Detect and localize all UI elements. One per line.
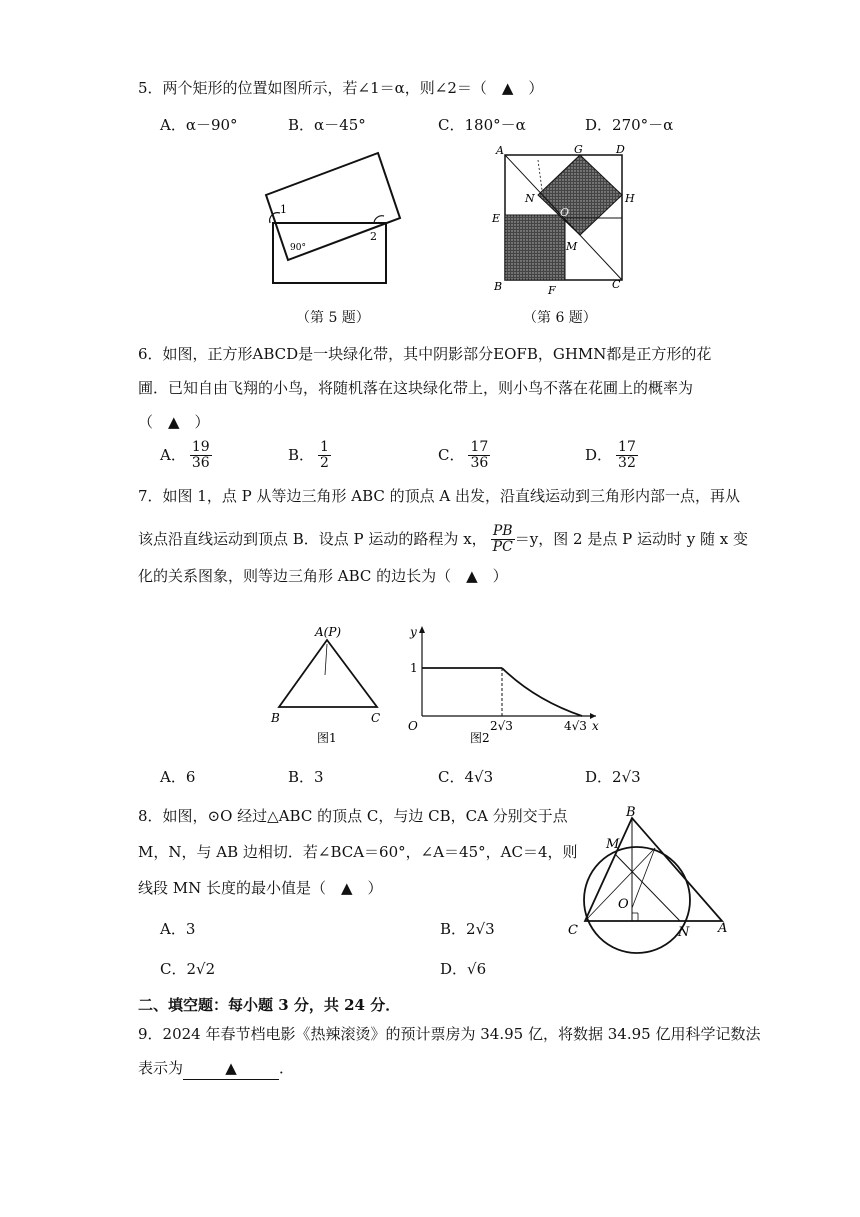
q8-label-a: A [718,921,728,936]
q7-fig1-caption: 图1 [317,731,337,745]
q7-option-a: A．6 [160,768,196,786]
q5-angle-1-label: 1 [280,203,287,216]
q5-stem: 5．两个矩形的位置如图所示，若∠1＝α，则∠2＝（ ▲ ） [138,79,544,97]
q6-label-d: D [616,143,625,156]
q6-label-b: B [494,280,503,293]
q7-axis-y: y [410,625,417,639]
q8-option-b: B．2√3 [440,920,495,938]
q7-origin: O [408,719,418,733]
q5-right-angle-note: 90° [290,243,306,253]
q6-line-3: （ ▲ ） [138,413,210,431]
q8-option-a: A．3 [160,920,196,938]
q8-line-3: 线段 MN 长度的最小值是（ ▲ ） [138,879,383,897]
q7-tick-4sqrt3: 4√3 [564,719,587,733]
q5-option-d: D．270°－α [585,116,674,134]
q5-option-a: A．α－90° [160,116,238,134]
q7-label-a: A(P) [315,625,342,639]
section-2-heading: 二、填空题：每小题 3 分，共 24 分． [138,996,401,1014]
q8-figure [560,805,740,970]
q6-label-h: H [625,192,635,205]
q6-label-a: A [496,144,504,157]
q6-line-1: 6．如图，正方形ABCD是一块绿化带，其中阴影部分EOFB，GHMN都是正方形的花 [138,345,712,363]
q5-angle-2-label: 2 [370,230,377,243]
q6-option-c: C． $\frac{17}{36}$ [438,439,489,472]
q5-option-c: C．180°－α [438,116,526,134]
q7-option-b: B．3 [288,768,324,786]
q9-answer-blank: ▲ [183,1058,279,1080]
q6-label-m: M [566,240,578,253]
q8-line-2: M，N，与 AB 边相切．若∠BCA＝60°，∠A＝45°，AC＝4，则 [138,843,578,861]
q5-figure [260,150,410,290]
q6-option-a: A． $\frac{19}{36}$ [160,439,210,472]
q7-option-d: D．2√3 [585,768,641,786]
q7-line-3: 化的关系图象，则等边三角形 ABC 的边长为（ ▲ ） [138,567,508,585]
q6-label-g: G [574,143,583,156]
q7-tick-1: 1 [410,661,418,675]
q7-figure-1 [265,620,395,750]
q8-label-o: O [618,897,629,912]
q7-line-1: 7．如图 1，点 P 从等边三角形 ABC 的顶点 A 出发，沿直线运动到三角形内部一点，再从 [138,487,741,505]
q6-label-n: N [525,192,535,205]
q9-line-1: 9．2024 年春节档电影《热辣滚烫》的预计票房为 34.95 亿，将数据 34.95 亿用科学记数法 [138,1025,761,1043]
q6-figure [490,140,640,300]
q7-label-b: B [271,711,280,725]
q7-line-2: 该点沿直线运动到顶点 B．设点 P 运动的路程为 x， $\frac{PB}{PC}$ ＝y，图 2 是点 P 运动时 y 随 x 变 [138,523,748,556]
q6-label-e: E [492,212,501,225]
q6-line-2: 圃．已知自由飞翔的小鸟，将随机落在这块绿化带上，则小鸟不落在花圃上的概率为 [138,379,694,397]
q5-option-b: B．α－45° [288,116,366,134]
q8-label-m: M [606,837,620,852]
q8-option-c: C．2√2 [160,960,216,978]
q7-axis-x: x [592,719,599,733]
q8-label-n: N [678,925,690,940]
q6-label-c: C [612,278,621,291]
q6-square-eofb [505,215,565,280]
q7-fig2-caption: 图2 [470,731,490,745]
q5-caption: （第 5 题） [296,310,370,326]
q6-label-f: F [548,284,556,297]
q9-line-2: 表示为 ▲ ． [138,1058,294,1080]
q7-figure-2 [400,620,610,750]
q8-option-d: D．√6 [440,960,487,978]
q8-label-c: C [568,923,578,938]
q7-option-c: C．4√3 [438,768,494,786]
q8-line-1: 8．如图，⊙O 经过△ABC 的顶点 C，与边 CB，CA 分别交于点 [138,807,568,825]
q6-label-o: O [560,206,570,219]
q8-circle [584,847,690,953]
q6-caption: （第 6 题） [523,310,597,326]
q8-label-b: B [626,805,636,820]
q7-tick-2sqrt3: 2√3 [490,719,513,733]
q6-option-d: D． $\frac{17}{32}$ [585,439,636,472]
q7-label-c: C [371,711,381,725]
q6-option-b: B． $\frac{1}{2}$ [288,439,329,472]
